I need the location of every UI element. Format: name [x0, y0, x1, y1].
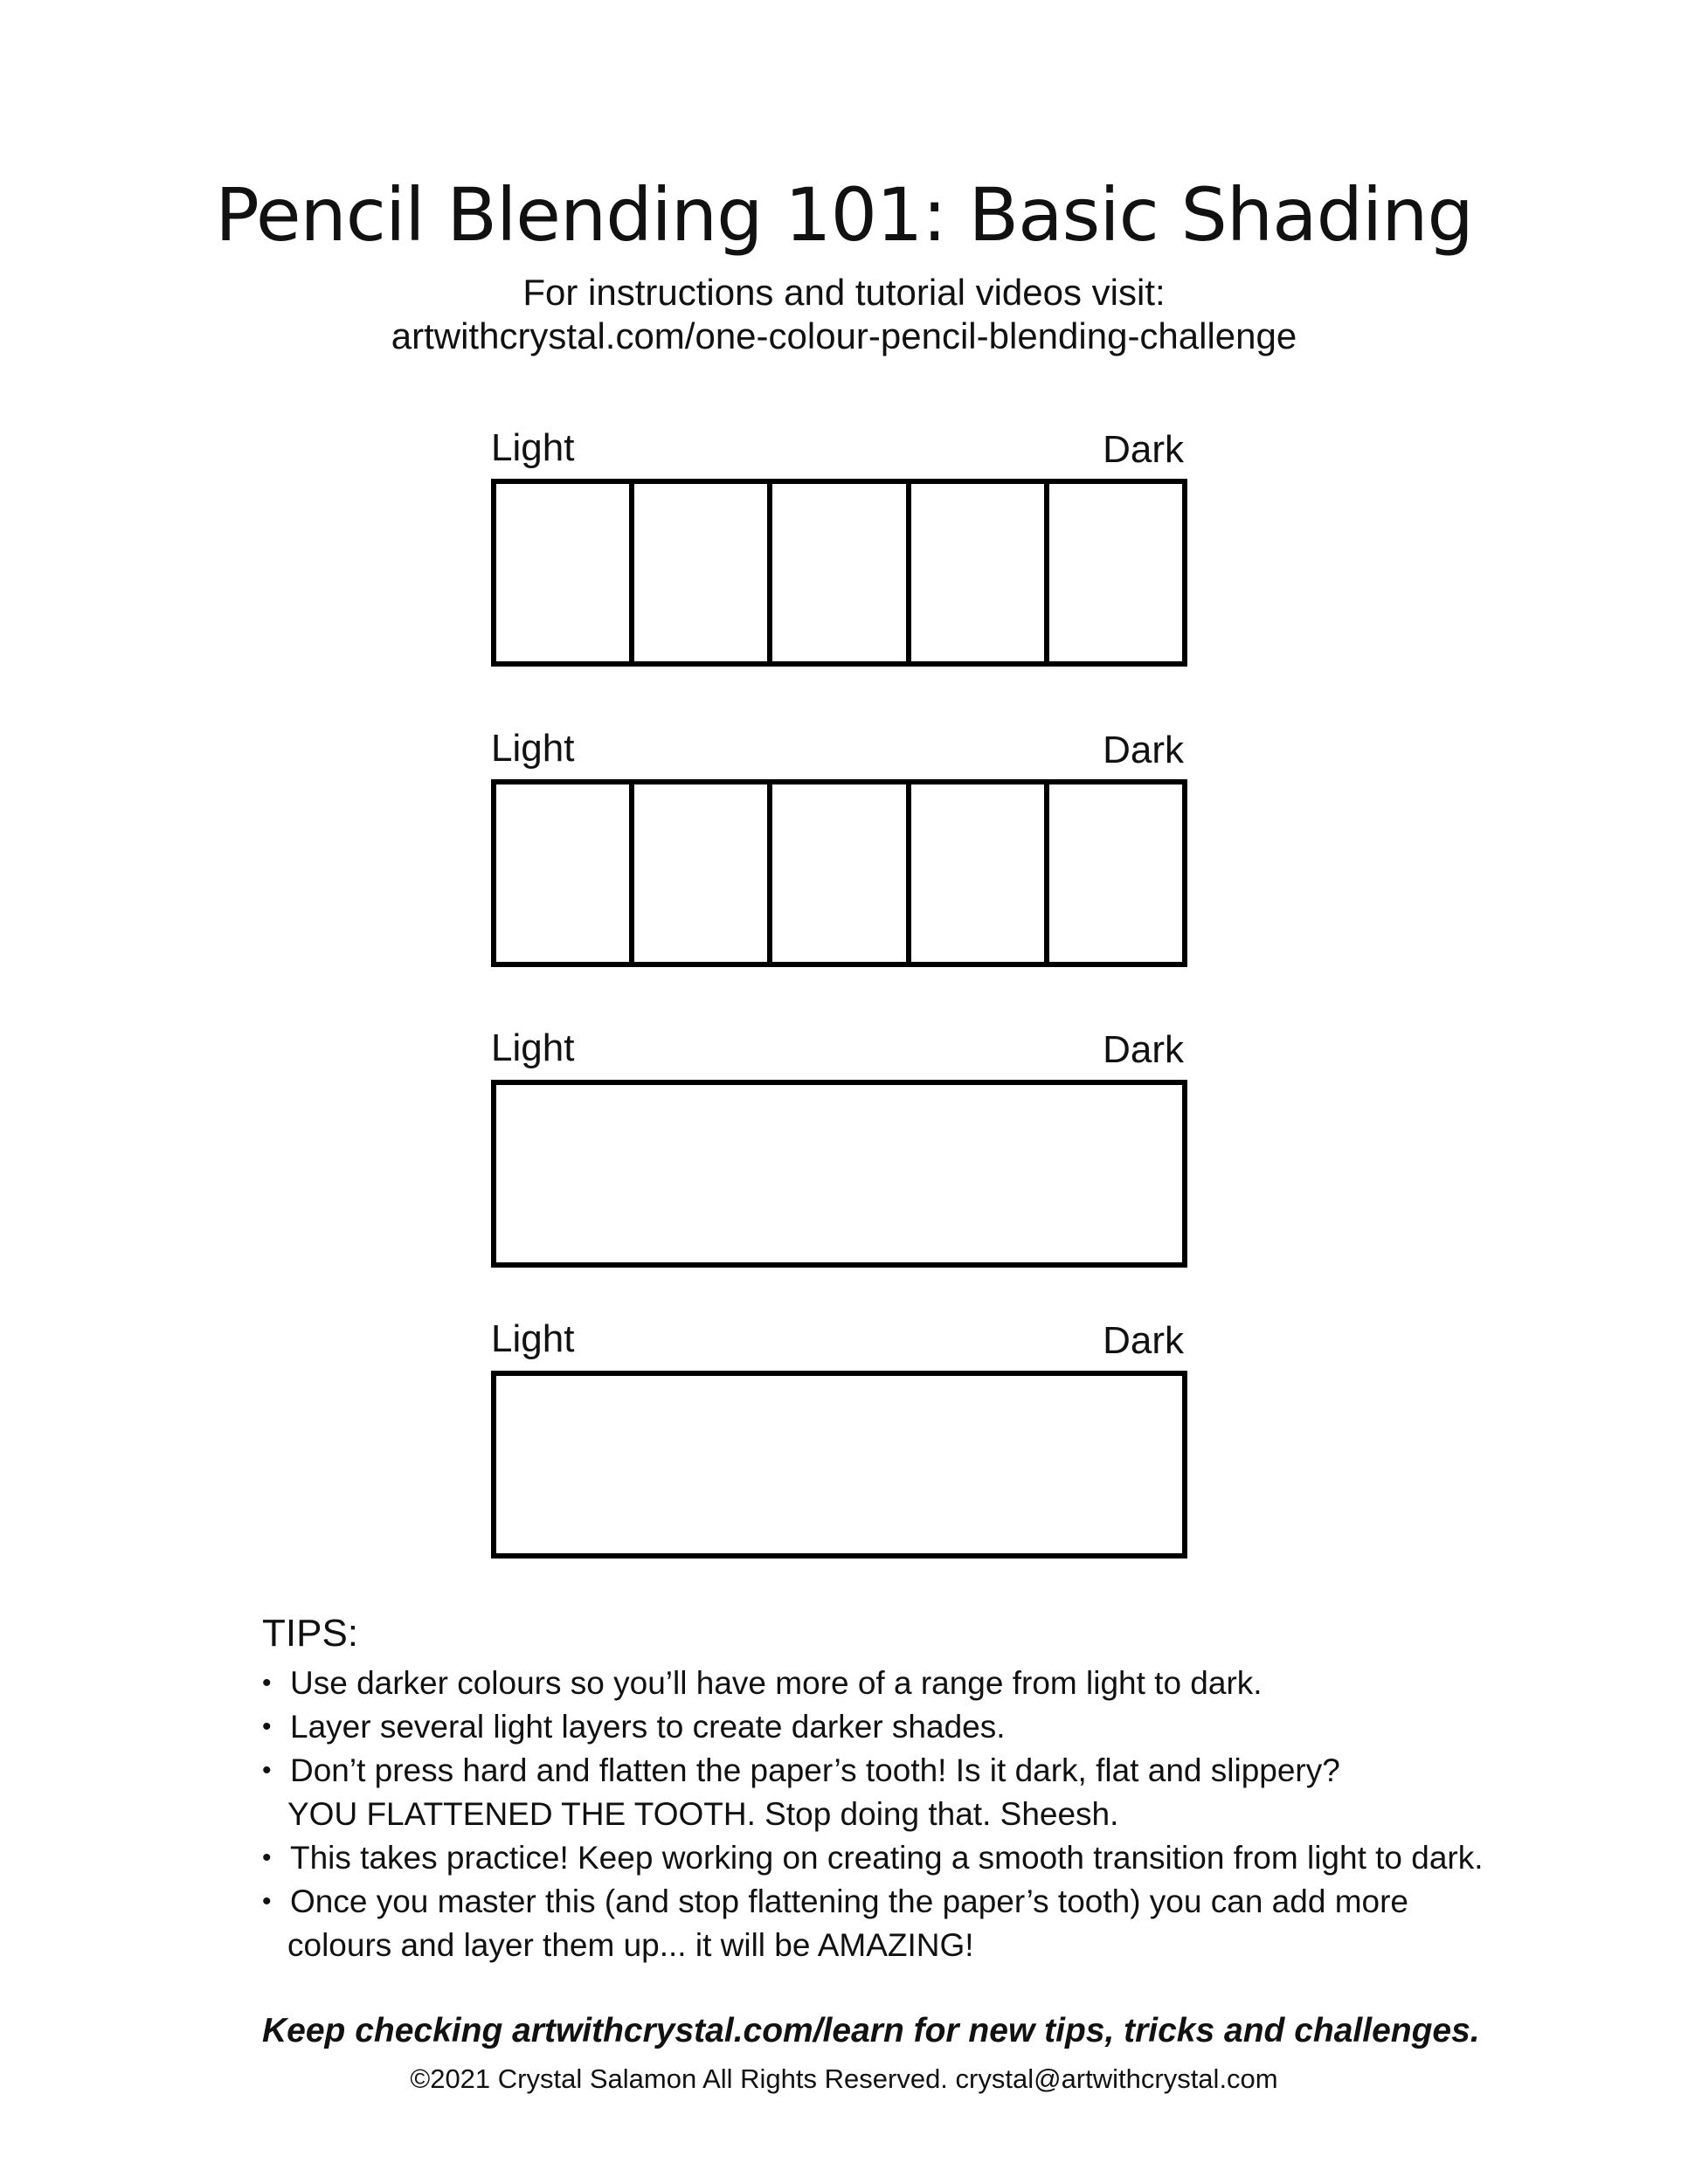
footer-note: Keep checking artwithcrystal.com/learn for new tips, tricks and challenges.: [262, 2012, 1480, 2049]
value-cell: [772, 784, 910, 962]
exercise-1-value-scale: [491, 479, 1187, 667]
exercise-3-blend-box: [491, 1080, 1187, 1268]
list-item: [262, 1749, 1625, 1836]
exercise-1-dark-label: Dark: [1103, 428, 1184, 471]
tip-text: This takes practice! Keep working on creating a smooth transition from light to dark.: [290, 1840, 1484, 1876]
list-item: [262, 1705, 1625, 1749]
tips-list: [262, 1662, 1625, 1967]
exercise-3-dark-label: Dark: [1103, 1028, 1184, 1071]
list-item: [262, 1836, 1625, 1880]
list-item: [262, 1880, 1625, 1967]
tips-heading: TIPS:: [262, 1612, 359, 1655]
value-cell: [496, 784, 634, 962]
value-cell: [496, 484, 634, 661]
bullet-icon: •: [262, 1843, 272, 1872]
value-cell: [1049, 784, 1182, 962]
value-cell: [911, 484, 1049, 661]
subtitle-url: artwithcrystal.com/one-colour-pencil-blending-challenge: [391, 315, 1297, 356]
exercise-4-blend-box: [491, 1371, 1187, 1559]
exercise-4-light-label: Light: [491, 1317, 575, 1360]
exercise-2-dark-label: Dark: [1103, 729, 1184, 771]
exercise-2-value-scale: [491, 779, 1187, 967]
tip-text: Don’t press hard and flatten the paper’s tooth! Is it dark, flat and slippery?: [290, 1752, 1340, 1788]
copyright: ©2021 Crystal Salamon All Rights Reserved. crystal@artwithcrystal.com: [410, 2063, 1278, 2094]
exercise-1-light-label: Light: [491, 426, 575, 469]
tip-text-continued: colours and layer them up... it will be AMAZING!: [287, 1927, 974, 1963]
value-cell: [634, 784, 772, 962]
subtitle-instructions: For instructions and tutorial videos visit:: [522, 272, 1166, 313]
tip-text: Use darker colours so you’ll have more of a range from light to dark.: [290, 1665, 1263, 1701]
exercise-4-dark-label: Dark: [1103, 1319, 1184, 1362]
bullet-icon: •: [262, 1887, 272, 1916]
bullet-icon: •: [262, 1669, 272, 1697]
tip-text-continued: YOU FLATTENED THE TOOTH. Stop doing that. Sheesh.: [287, 1796, 1119, 1832]
value-cell: [772, 484, 910, 661]
list-item: [262, 1662, 1625, 1705]
exercise-3-light-label: Light: [491, 1026, 575, 1069]
tip-text: Once you master this (and stop flattening the paper’s tooth) you can add more: [290, 1883, 1408, 1919]
bullet-icon: •: [262, 1756, 272, 1785]
value-cell: [911, 784, 1049, 962]
bullet-icon: •: [262, 1712, 272, 1741]
tip-text: Layer several light layers to create darker shades.: [290, 1709, 1006, 1745]
page-title: Pencil Blending 101: Basic Shading: [215, 172, 1473, 258]
value-cell: [1049, 484, 1182, 661]
value-cell: [634, 484, 772, 661]
exercise-2-light-label: Light: [491, 727, 575, 770]
